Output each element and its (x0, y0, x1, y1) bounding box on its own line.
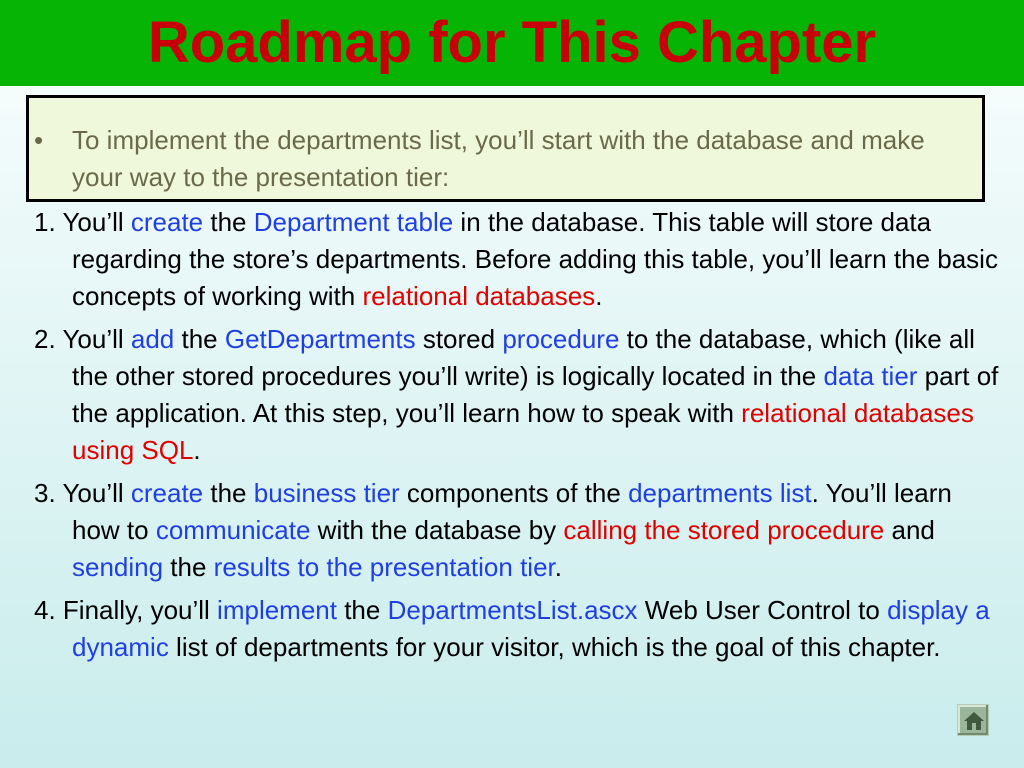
step-text: stored (415, 324, 503, 354)
step-number: 2. (34, 324, 63, 354)
step-number: 4. (34, 595, 63, 625)
step-text: You’ll (62, 324, 131, 354)
step-text: . You’ll learn how to (72, 478, 952, 545)
highlight-term: procedure (502, 324, 620, 354)
highlight-term: DepartmentsList.ascx (387, 595, 638, 625)
steps-list (34, 204, 999, 672)
step-text: with the database by (310, 515, 564, 545)
step-text: the (163, 552, 214, 582)
highlight-term: relational databases (362, 281, 596, 311)
slide-title: Roadmap for This Chapter (147, 10, 877, 75)
step-text: . (595, 281, 603, 311)
highlight-term: business tier (253, 478, 400, 508)
step-text: components of the (399, 478, 629, 508)
highlight-term: add (130, 324, 175, 354)
step-text: part of the application. At this step, you’ll learn how to speak with (72, 361, 999, 428)
highlight-term: create (130, 207, 204, 237)
step-text: the (203, 207, 254, 237)
highlight-term: GetDepartments (224, 324, 416, 354)
step-text: and (884, 515, 935, 545)
bullet-marker: • (34, 125, 44, 155)
highlight-term: sending (72, 552, 164, 582)
step-text: Web User Control to (637, 595, 888, 625)
highlight-term: implement (217, 595, 337, 625)
step-text: You’ll (62, 207, 131, 237)
step-text: the (336, 595, 388, 625)
step-text: You’ll (62, 478, 131, 508)
highlight-term: calling the stored procedure (563, 515, 885, 545)
highlight-term: data tier (823, 361, 918, 391)
step-text: list of departments for your visitor, which is the goal of this chapter. (168, 632, 941, 662)
highlight-term: results to the presentation tier (213, 552, 555, 582)
step-text: the (203, 478, 254, 508)
home-icon (962, 709, 986, 733)
step-item (34, 204, 999, 315)
step-item (34, 592, 999, 666)
step-text: Finally, you’ll (62, 595, 218, 625)
highlight-term: departments list (628, 478, 812, 508)
step-item (34, 321, 999, 469)
step-text: . (193, 435, 201, 465)
step-text: to the database, which (like all the other stored procedures you’ll write) is logically located in the (72, 324, 975, 391)
step-item (34, 475, 999, 586)
step-number: 1. (34, 207, 63, 237)
highlight-term: relational databases using SQL (72, 398, 974, 465)
home-button[interactable] (957, 704, 989, 736)
highlight-term: display a dynamic (72, 595, 990, 662)
highlight-term: create (130, 478, 204, 508)
highlight-term: Department table (253, 207, 454, 237)
step-text: . (554, 552, 562, 582)
intro-text: To implement the departments list, you’ll start with the database and make your way to the presentation tier: (72, 125, 925, 192)
step-text: in the database. This table will store data regarding the store’s departments. Before adding this table, you’ll learn the basic concepts of working with (72, 207, 998, 311)
highlight-term: communicate (155, 515, 311, 545)
step-text: the (174, 324, 225, 354)
step-number: 3. (34, 478, 63, 508)
